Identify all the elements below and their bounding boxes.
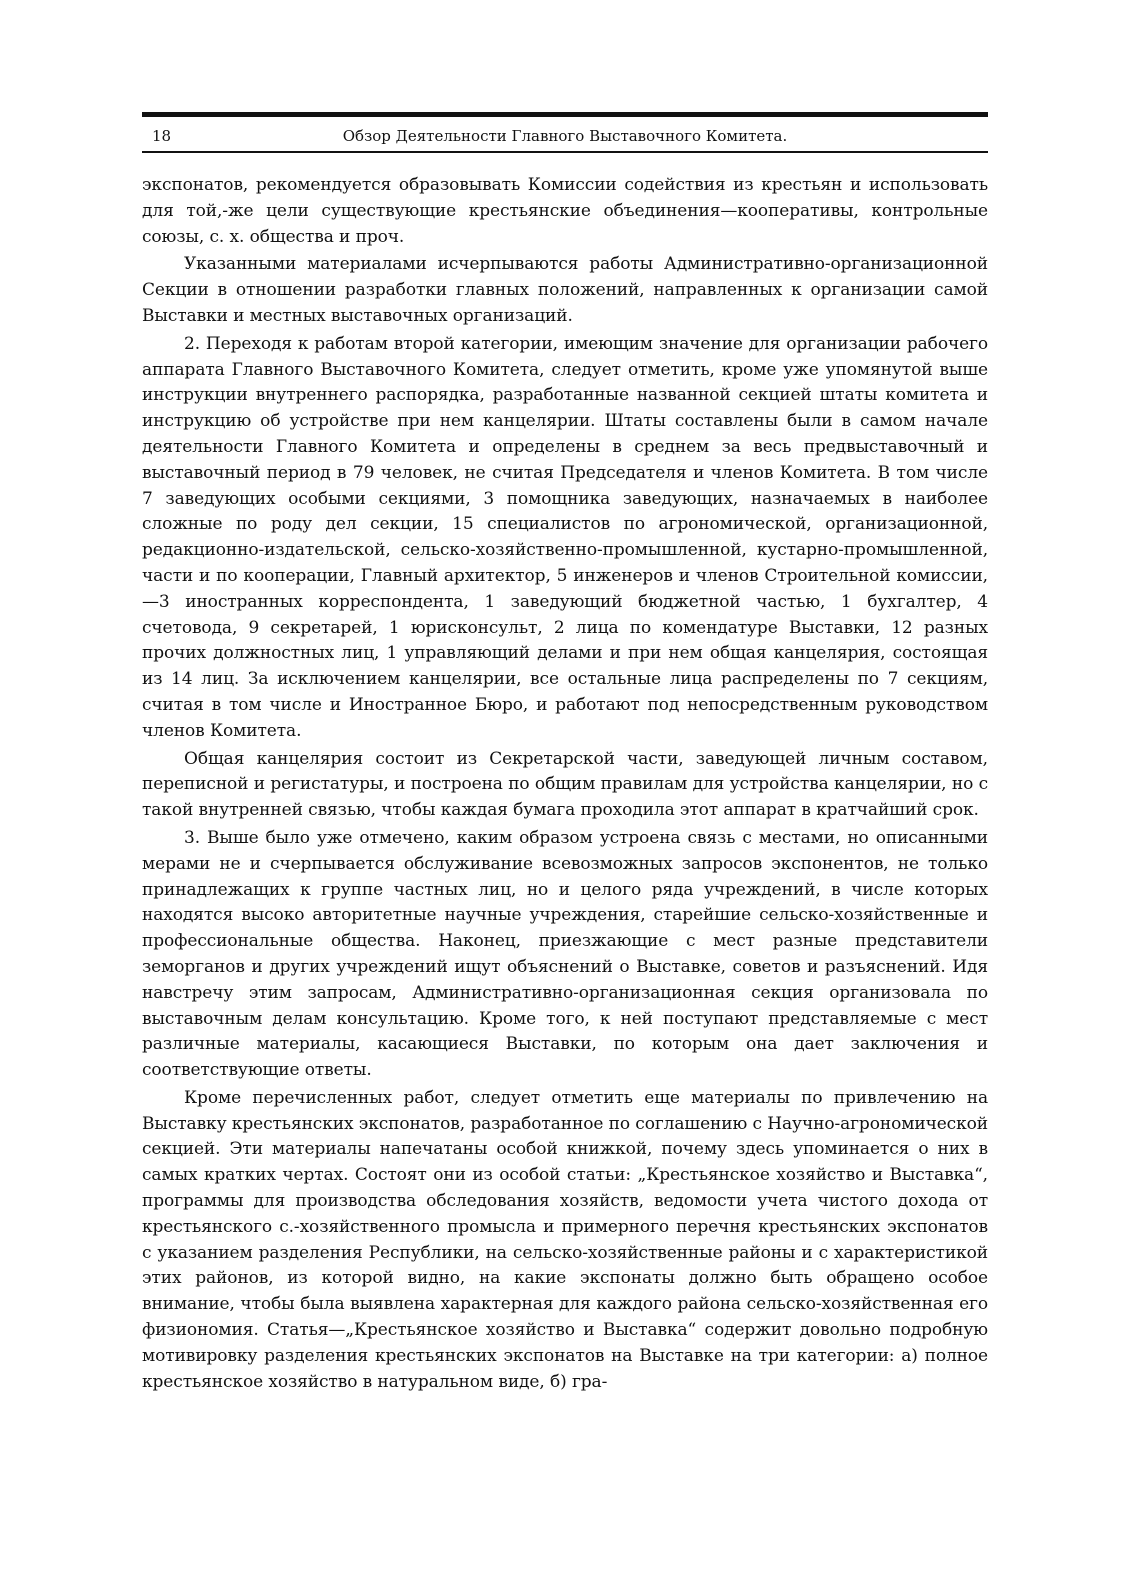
header-rule-bottom	[142, 151, 988, 153]
paragraph: Указанными материалами исчерпываются работы Административно-организационной Секции в отношении разработки главных положений, направленных к организации самой Выставки и местных выставочных организаций.	[142, 254, 988, 326]
paragraph: 3. Выше было уже отмечено, каким образом устроена связь с местами, но описанными мерами не и счерпывается обслуживание всевозможных запросов экспонентов, не только принадлежащих к группе частных лиц, но и целого ряда учреждений, в числе которых находятся высоко авторитетные научные учреждения, старейшие сельско-хозяйственные и профессиональные общества. Наконец, приезжающие с мест разные представители земорганов и других учреждений ищут объяснений о Выставке, советов и разъяснений. Идя навстречу этим запросам, Административно-организационная секция организовала по выставочным делам консультацию. Кроме того, к ней поступают представляемые с мест различные материалы, касающиеся Выставки, по которым она дает заключения и соответствующие ответы.	[142, 827, 988, 1081]
paragraph-continuation: экспонатов, рекомендуется образовывать Комиссии содействия из крестьян и использовать для той,-же цели существующие крестьянские объединения—кооперативы, контрольные союзы, с. х. общества и проч.	[142, 175, 988, 247]
page	[142, 112, 988, 1395]
page-number: 18	[152, 127, 172, 145]
paragraph: Кроме перечисленных работ, следует отметить еще материалы по привлечению на Выставку крестьянских экспонатов, разработанное по соглашению с Научно-агрономической секцией. Эти материалы напечатаны особой книжкой, почему здесь упоминается о них в самых кратких чертах. Состоят они из особой статьи: „Крестьянское хозяйство и Выставка“, программы для производства обследования хозяйств, ведомости учета чистого дохода от крестьянского с.-хозяйственного промысла и примерного перечня крестьянских экспонатов с указанием разделения Республики, на сельско-хозяйственные районы и с характеристикой этих районов, из которой видно, на какие экспонаты должно быть обращено особое внимание, чтобы была выявлена характерная для каждого района сельско-хозяйственная его физиономия. Статья—„Крестьянское хозяйство и Выставка“ содержит довольно подробную мотивировку разделения крестьянских экспонатов на Выставке на три категории: а) полное крестьянское хозяйство в натуральном виде, б) гра-	[142, 1087, 988, 1392]
paragraph: 2. Переходя к работам второй категории, имеющим значение для организации рабочего аппарата Главного Выставочного Комитета, следует отметить, кроме уже упомянутой выше инструкции внутреннего распорядка, разработанные названной секцией штаты комитета и инструкцию об устройстве при нем канцелярии. Штаты составлены были в самом начале деятельности Главного Комитета и определены в среднем за весь предвыставочный и выставочный период в 79 человек, не считая Председателя и членов Комитета. В том числе 7 заведующих особыми секциями, 3 помощника заведующих, назначаемых в наиболее сложные по роду дел секции, 15 специалистов по агрономической, организационной, редакционно-издательской, сельско-хозяйственно-промышленной, кустарно-промышленной, части и по кооперации, Главный архитектор, 5 инженеров и членов Строительной комиссии,—3 иностранных корреспондента, 1 заведующий бюджетной частью, 1 бухгалтер, 4 счетовода, 9 секретарей, 1 юрисконсульт, 2 лица по комендатуре Выставки, 12 разных прочих должностных лиц, 1 управляющий делами и при нем общая канцелярия, состоящая из 14 лиц. За исключением канцелярии, все остальные лица распределены по 7 секциям, считая в том числе и Иностранное Бюро, и работают под непосредственным руководством членов Комитета.	[142, 333, 988, 741]
header-rule-top	[142, 112, 988, 117]
body-text	[142, 173, 988, 1395]
paragraph: Общая канцелярия состоит из Секретарской части, заведующей личным составом, переписной и регистатуры, и построена по общим правилам для устройства канцелярии, но с такой внутренней связью, чтобы каждая бумага проходила этот аппарат в кратчайший срок.	[142, 748, 988, 821]
running-head	[142, 123, 988, 149]
running-title: Обзор Деятельности Главного Выставочного Комитета.	[342, 127, 788, 145]
